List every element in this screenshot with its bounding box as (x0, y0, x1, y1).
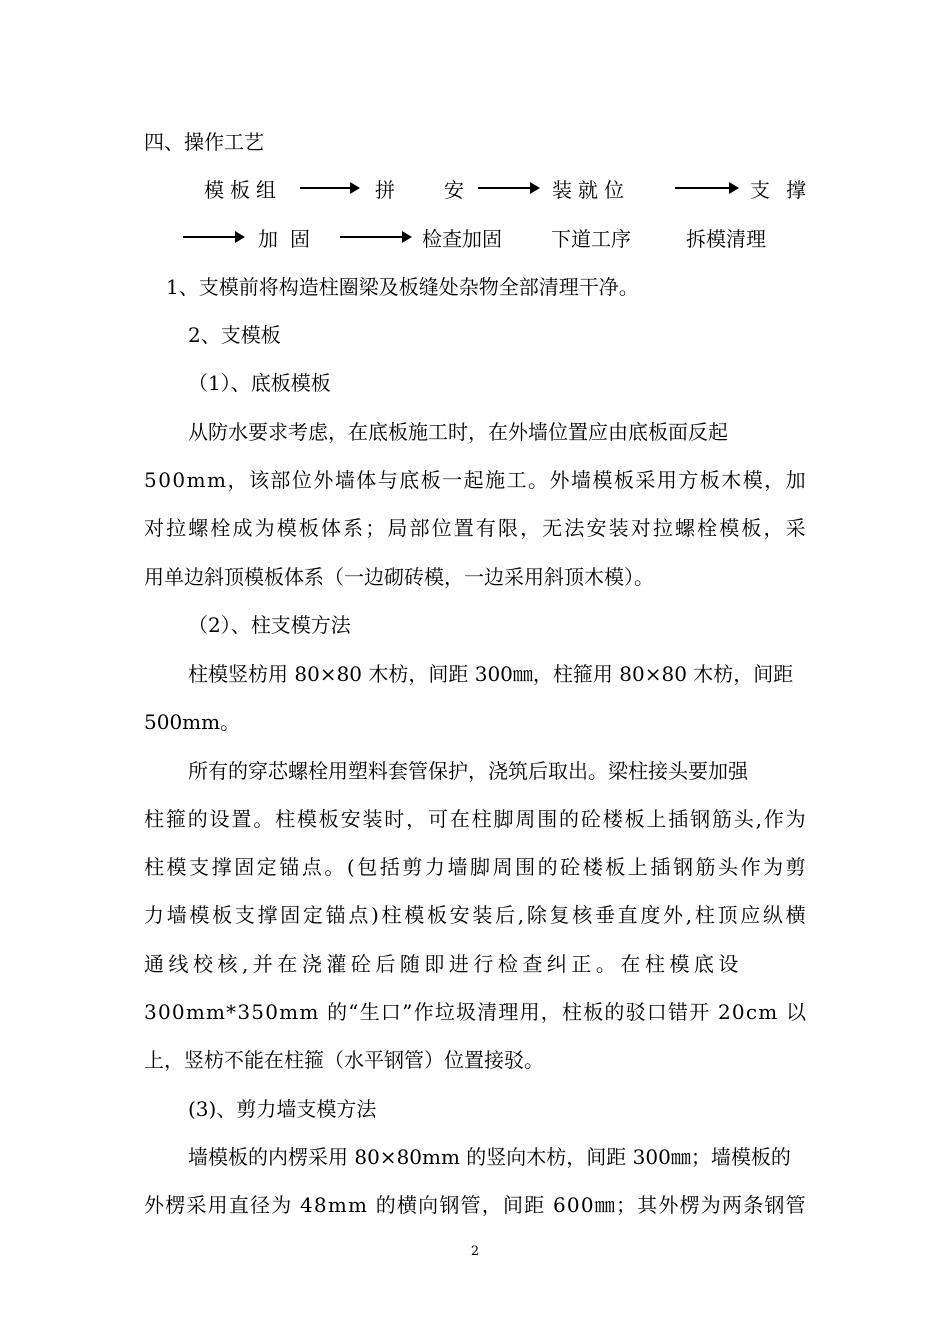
flow-step-6: 加固 (258, 227, 322, 251)
item-2: 2、支模板 (188, 323, 281, 347)
paragraph-line: 用单边斜顶模板体系（一边砌砖模，一边采用斜顶木模）。 (144, 565, 654, 589)
item-1: 1、支模前将构造柱圈梁及板缝处杂物全部清理干净。 (166, 275, 639, 299)
flow-arrow-icon (300, 182, 360, 194)
section-title: 四、操作工艺 (144, 130, 264, 154)
paragraph-line: 柱 箍 的 设 置 。 柱 模 板 安 装 时 ， 可 在 柱 脚 周 围 的 砼 楼 板 上 插 钢 筋 头 , 作 为 (144, 807, 806, 831)
flow-arrow-icon (675, 182, 739, 194)
item-2-3: (3)、剪力墙支模方法 (188, 1097, 377, 1121)
flow-step-4: 装就位 (552, 178, 630, 202)
paragraph-line: 5 0 0 m m ， 该 部 位 外 墙 体 与 底 板 一 起 施 工 。 外 墙 模 板 采 用 方 板 木 模 ， 加 (144, 468, 806, 492)
paragraph-line: 墙模板的内楞采用 80×80mm 的竖向木枋，间距 300㎜；墙模板的 (188, 1145, 791, 1169)
paragraph-line: 上，竖枋不能在柱箍（水平钢管）位置接驳。 (144, 1048, 544, 1072)
paragraph-line: 对 拉 螺 栓 成 为 模 板 体 系 ； 局 部 位 置 有 限 ， 无 法 安 装 对 拉 螺 栓 模 板 ， 采 (144, 516, 806, 540)
item-2-1: （1）、底板模板 (188, 371, 331, 395)
paragraph-line: 所有的穿芯螺栓用塑料套管保护，浇筑后取出。梁柱接头要加强 (188, 759, 748, 783)
flow-arrow-icon (478, 182, 540, 194)
paragraph-line: 500mm。 (144, 710, 241, 734)
flow-arrow-icon (183, 231, 245, 243)
paragraph-line: 柱模竖枋用 80×80 木枋，间距 300㎜，柱箍用 80×80 木枋，间距 (188, 662, 794, 686)
flow-step-8: 下道工序 (551, 227, 631, 251)
paragraph-line: 力 墙 模 板 支 撑 固 定 锚 点 ) 柱 模 板 安 装 后 , 除 复 核 垂 直 度 外 , 柱 顶 应 纵 横 (144, 903, 806, 927)
flow-step-9: 拆模清理 (686, 227, 766, 251)
paragraph-line: 柱 模 支 撑 固 定 锚 点 。 ( 包 括 剪 力 墙 脚 周 围 的 砼 楼 板 上 插 钢 筋 头 作 为 剪 (144, 855, 806, 879)
paragraph-line: 3 0 0 m m * 3 5 0 m m 的 “ 生 口 ” 作 垃 圾 清 理 用 ， 柱 板 的 驳 口 错 开 2 0 c m 以 (144, 1000, 806, 1024)
paragraph-line: 通线校核,并在浇灌砼后随即进行检查纠正。在柱模底设 (144, 952, 743, 976)
page-number: 2 (470, 1244, 480, 1259)
flow-step-5: 支撑 (750, 178, 822, 202)
flow-step-1: 模板组 (204, 178, 282, 202)
item-2-2: （2）、柱支模方法 (188, 613, 351, 637)
flow-step-7: 检查加固 (422, 227, 502, 251)
flow-step-3: 安 (444, 178, 470, 202)
flow-arrow-icon (340, 231, 412, 243)
paragraph-line: 从防水要求考虑，在底板施工时，在外墙位置应由底板面反起 (188, 420, 728, 444)
paragraph-line: 外 楞 采 用 直 径 为 4 8 m m 的 横 向 钢 管 ， 间 距 6 0 0 ㎜ ； 其 外 楞 为 两 条 钢 管 (144, 1193, 806, 1217)
flow-step-2: 拼 (375, 178, 401, 202)
